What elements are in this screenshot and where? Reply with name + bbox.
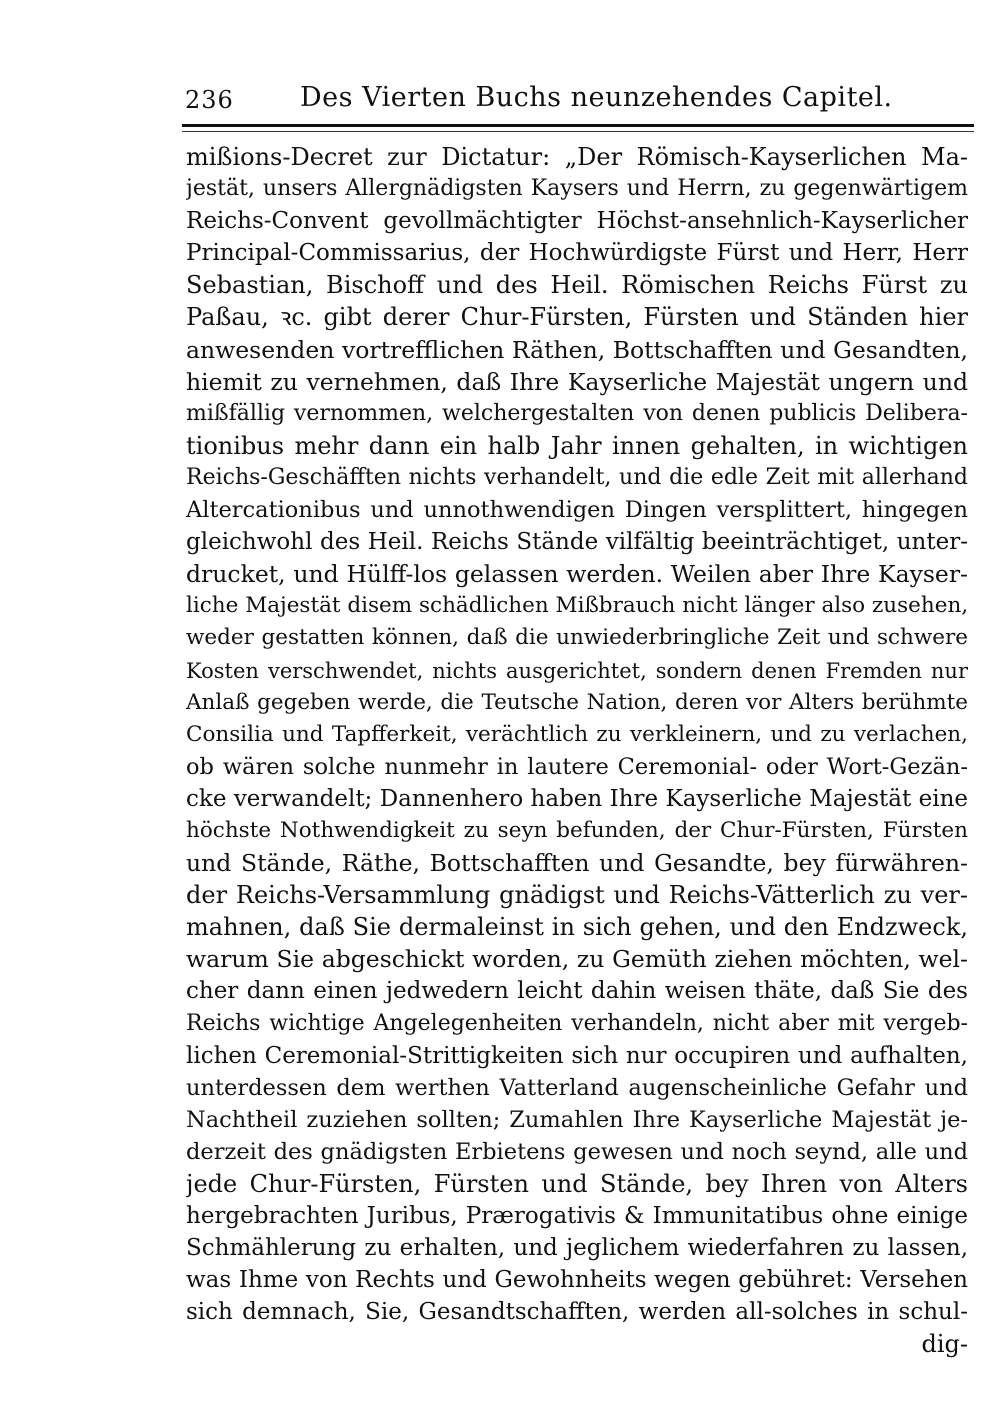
text-line: Kosten verschwendet, nichts ausgerichtet, sondern denen Fremden nur: [186, 658, 968, 683]
text-line: drucket, und Hülff-los gelassen werden. Weilen aber Ihre Kayser-: [186, 560, 968, 589]
text-line: warum Sie abgeschickt worden, zu Gemüth ziehen möchten, wel-: [186, 945, 968, 974]
text-line: hiemit zu vernehmen, daß Ihre Kayserliche Majestät ungern und: [186, 367, 968, 396]
page-number: 236: [185, 86, 234, 114]
text-line: Schmählerung zu erhalten, und jeglichem wiederfahren zu lassen,: [186, 1235, 968, 1262]
header-rule: [182, 124, 974, 127]
text-line: Reichs-Convent gevollmächtigter Höchst-ansehnlich-Kayserlicher: [186, 208, 968, 235]
text-line: Principal-Commissarius, der Hochwürdigste Fürst und Herr, Herr: [186, 240, 968, 267]
text-line: Reichs-Geschäfften nichts verhandelt, und die edle Zeit mit allerhand: [186, 464, 968, 490]
text-line: der Reichs-Versammlung gnädigst und Reichs-Vätterlich zu ver-: [186, 881, 968, 910]
catchword: dig-: [921, 1330, 968, 1359]
text-line: jestät, unsers Allergnädigsten Kaysers und Herrn, zu gegenwärtigem: [186, 176, 968, 202]
text-line: Consilia und Tapfferkeit, verächtlich zu verkleinern, und zu verlachen,: [186, 721, 968, 747]
text-line: lichen Ceremonial-Strittigkeiten sich nur occupiren und aufhalten,: [186, 1042, 968, 1069]
text-line: Altercationibus und unnothwendigen Dingen versplittert, hingegen: [186, 497, 968, 524]
page-header: [185, 80, 893, 130]
text-line: gleichwohl des Heil. Reichs Stände vilfältig beeinträchtiget, unter-: [186, 529, 968, 556]
text-line: mißions-Decret zur Dictatur: „Der Römisch-Kayserlichen Ma-: [186, 143, 968, 171]
text-line: tionibus mehr dann ein halb Jahr innen gehalten, in wichtigen: [186, 431, 968, 460]
text-line: jede Chur-Fürsten, Fürsten und Stände, bey Ihren von Alters: [186, 1170, 968, 1198]
text-line: ob wären solche nunmehr in lautere Ceremonial- oder Wort-Gezän-: [186, 753, 968, 780]
text-line: Anlaß gegeben werde, die Teutsche Nation, deren vor Alters berühmte: [186, 689, 968, 715]
text-line: liche Majestät disem schädlichen Mißbrauch nicht länger also zusehen,: [186, 593, 968, 619]
text-line: höchste Nothwendigkeit zu seyn befunden, der Chur-Fürsten, Fürsten: [186, 817, 968, 843]
body-text: [186, 141, 968, 1361]
text-line: sich demnach, Sie, Gesandtschafften, werden all-solches in schul-: [186, 1299, 968, 1326]
text-line: mißfällig vernommen, welchergestalten von denen publicis Delibera-: [186, 400, 968, 426]
text-line: Paßau, ꝛc. gibt derer Chur-Fürsten, Fürsten und Ständen hier: [186, 303, 968, 332]
text-line: cke verwandelt; Dannenhero haben Ihre Kayserliche Majestät eine: [186, 785, 968, 812]
text-line: weder gestatten können, daß die unwiederbringliche Zeit und schwere: [186, 625, 968, 651]
text-line: mahnen, daß Sie dermaleinst in sich gehen, und den Endzweck,: [186, 913, 968, 942]
text-line: Sebastian, Bischoff und des Heil. Römischen Reichs Fürst zu: [186, 271, 968, 300]
text-line: Nachtheil zuziehen sollten; Zumahlen Ihre Kayserliche Majestät je-: [186, 1106, 968, 1133]
text-line: cher dann einen jedwedern leicht dahin weisen thäte, daß Sie des: [186, 978, 968, 1005]
text-line: und Stände, Räthe, Bottschafften und Gesandte, bey fürwähren-: [186, 849, 968, 878]
text-line: anwesenden vortrefflichen Räthen, Bottschafften und Gesandten,: [186, 335, 968, 364]
running-head: Des Vierten Buchs neunzehendes Capitel.: [300, 82, 893, 113]
text-line: derzeit des gnädigsten Erbietens gewesen und noch seynd, alle und: [186, 1138, 968, 1165]
text-line: was Ihme von Rechts und Gewohnheits wegen gebühret: Versehen: [186, 1267, 968, 1294]
text-line: unterdessen dem werthen Vatterland augenscheinliche Gefahr und: [186, 1074, 968, 1101]
text-line: Reichs wichtige Angelegenheiten verhandeln, nicht aber mit vergeb-: [186, 1010, 968, 1036]
text-line: hergebrachten Juribus, Prærogativis & Immunitatibus ohne einige: [186, 1203, 968, 1230]
header-rule-thin: [182, 131, 974, 132]
